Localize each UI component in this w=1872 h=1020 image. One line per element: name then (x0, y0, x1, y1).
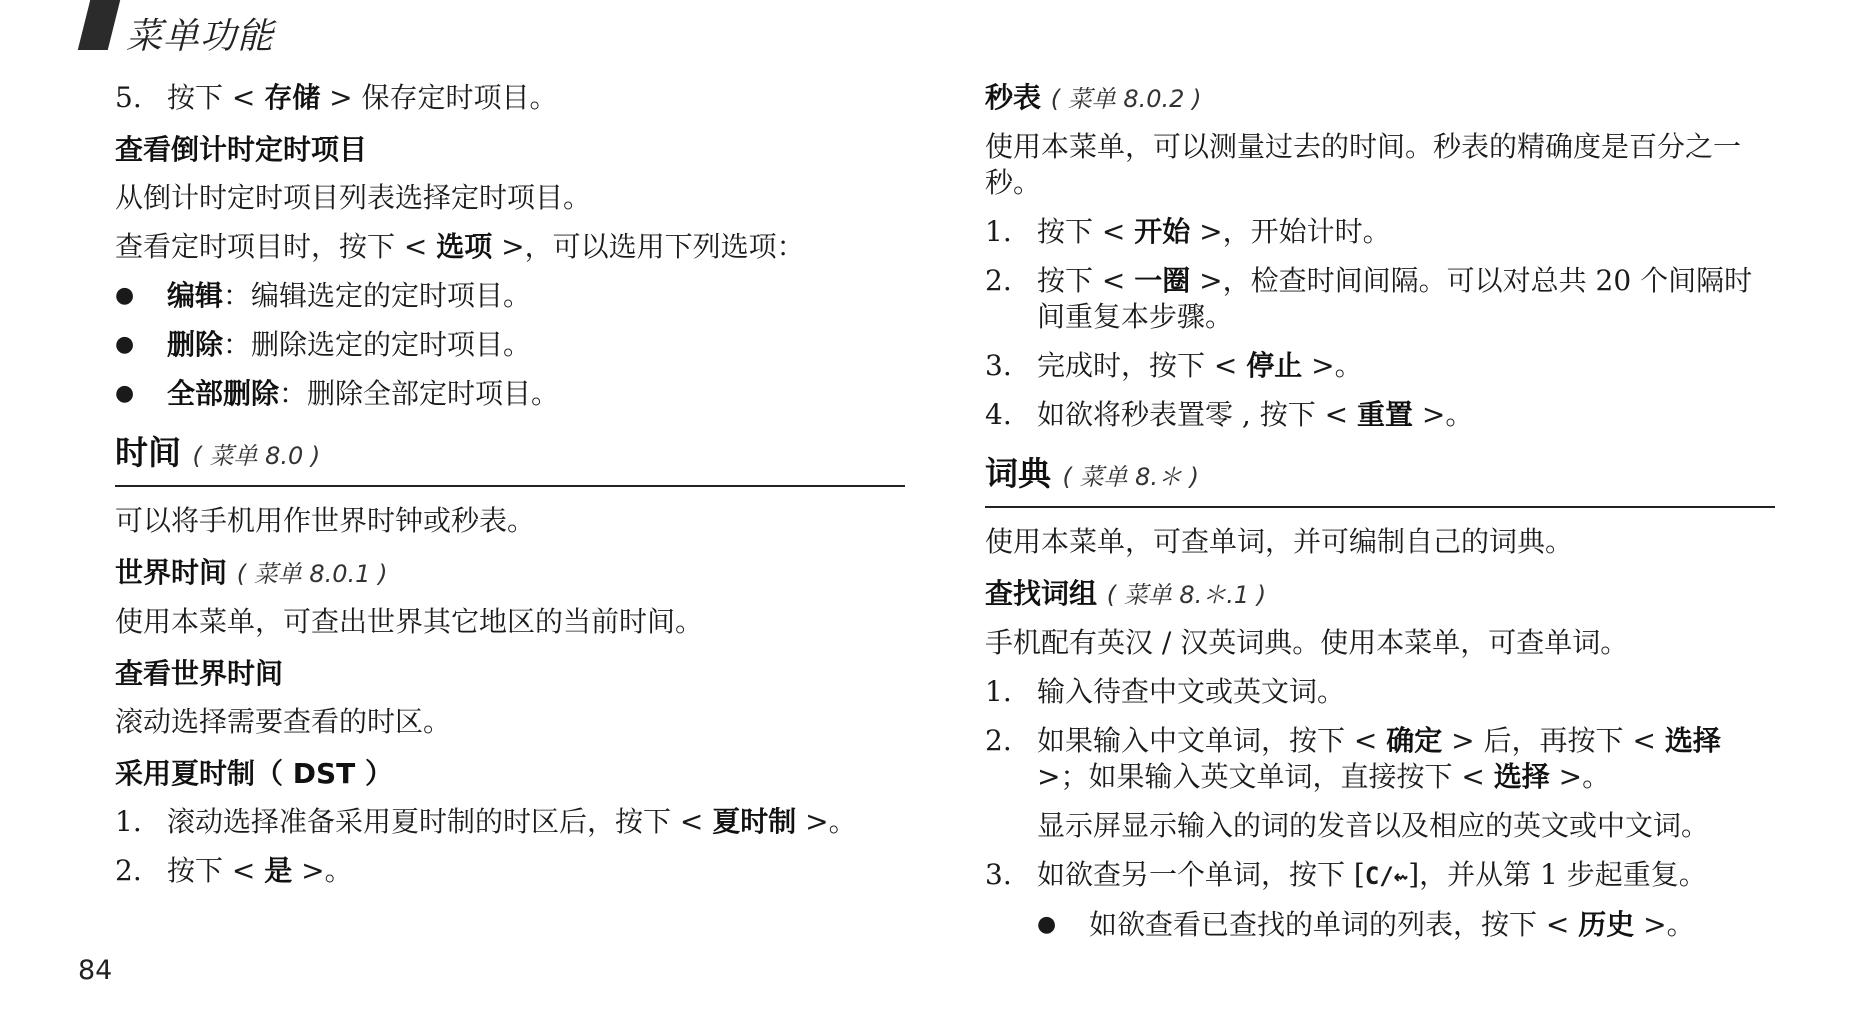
step-item: 1. 按下 < 开始 >，开始计时。 (985, 215, 1391, 248)
menu-ref: ( 菜单 8.0 ) (192, 442, 321, 470)
clear-key-icon: C/⇜ (1364, 862, 1409, 890)
paragraph-options: 查看定时项目时，按下 < 选项 >，可以选用下列选项： (115, 230, 805, 263)
step-item: 3. 如欲查另一个单词，按下 [C/⇜]，并从第 1 步起重复。 (985, 858, 1707, 891)
bullet-icon: ● (115, 332, 135, 357)
key-label-save: 存储 (264, 81, 321, 114)
right-column (985, 80, 1775, 956)
paragraph-scroll-timezone: 滚动选择需要查看的时区。 (115, 705, 452, 738)
header-decoration-bar (78, 0, 120, 50)
left-column (115, 80, 905, 902)
paragraph-dictionary-desc: 使用本菜单，可查单词，并可编制自己的词典。 (985, 525, 1574, 558)
heading-view-world-time: 查看世界时间 (115, 657, 284, 690)
bullet-icon: ● (115, 381, 135, 406)
paragraph-stopwatch-desc: 使用本菜单，可以测量过去的时间。秒表的精确度是百分之一秒。 (985, 130, 1742, 199)
bullet-item: ● 删除：删除选定的定时项目。 (115, 328, 532, 361)
heading-view-countdown: 查看倒计时定时项目 (115, 133, 368, 166)
step-5-save: 5. 按下 < 存储 > 保存定时项目。 (115, 81, 558, 114)
step-number: 2. (115, 854, 142, 887)
menu-ref: ( 菜单 8.＊ ) (1062, 463, 1200, 491)
heading-stopwatch: 秒表 ( 菜单 8.0.2 ) (985, 81, 1202, 114)
section-title-time: 时间 ( 菜单 8.0 ) (115, 432, 905, 487)
step-item: 2. 按下 < 是 >。 (115, 854, 353, 887)
step-item: 2. 如果输入中文单词，按下 < 确定 > 后，再按下 < 选择 >；如果输入英文单词，直接按下 < 选择 >。 (985, 724, 1721, 793)
step-number: 5. (115, 81, 142, 114)
paragraph-display-note: 显示屏显示输入的词的发音以及相应的英文或中文词。 (1037, 809, 1710, 842)
step-item: 4. 如欲将秒表置零 , 按下 < 重置 >。 (985, 398, 1474, 431)
bullet-icon: ● (1037, 912, 1057, 937)
step-item: 1. 滚动选择准备采用夏时制的时区后，按下 < 夏时制 >。 (115, 805, 857, 838)
bullet-item: ● 如欲查看已查找的单词的列表，按下 < 历史 >。 (1037, 908, 1695, 941)
heading-dst: 采用夏时制（ DST ） (115, 757, 394, 790)
menu-ref: ( 菜单 8.＊.1 ) (1106, 581, 1267, 609)
step-item: 2. 按下 < 一圈 >，检查时间间隔。可以对总共 20 个间隔时间重复本步骤。 (985, 264, 1753, 333)
paragraph-world-time-desc: 使用本菜单，可查出世界其它地区的当前时间。 (115, 605, 704, 638)
heading-lookup: 查找词组 ( 菜单 8.＊.1 ) (985, 577, 1267, 610)
key-label-options: 选项 (436, 230, 493, 263)
heading-world-time: 世界时间 ( 菜单 8.0.1 ) (115, 556, 388, 589)
paragraph-select-timer: 从倒计时定时项目列表选择定时项目。 (115, 181, 592, 214)
menu-ref: ( 菜单 8.0.2 ) (1050, 85, 1202, 113)
bullet-icon: ● (115, 283, 135, 308)
step-number: 1. (115, 805, 142, 838)
step-item: 3. 完成时，按下 < 停止 >。 (985, 349, 1363, 382)
paragraph-time-desc: 可以将手机用作世界时钟或秒表。 (115, 504, 536, 537)
section-title-dictionary: 词典 ( 菜单 8.＊ ) (985, 453, 1775, 508)
menu-ref: ( 菜单 8.0.1 ) (236, 560, 388, 588)
page-number: 84 (78, 955, 113, 986)
bullet-item: ● 编辑：编辑选定的定时项目。 (115, 279, 532, 312)
paragraph-lookup-desc: 手机配有英汉 / 汉英词典。使用本菜单，可查单词。 (985, 626, 1629, 659)
bullet-item: ● 全部删除：删除全部定时项目。 (115, 377, 560, 410)
header-title: 菜单功能 (126, 16, 275, 57)
step-item: 1. 输入待查中文或英文词。 (985, 675, 1346, 708)
